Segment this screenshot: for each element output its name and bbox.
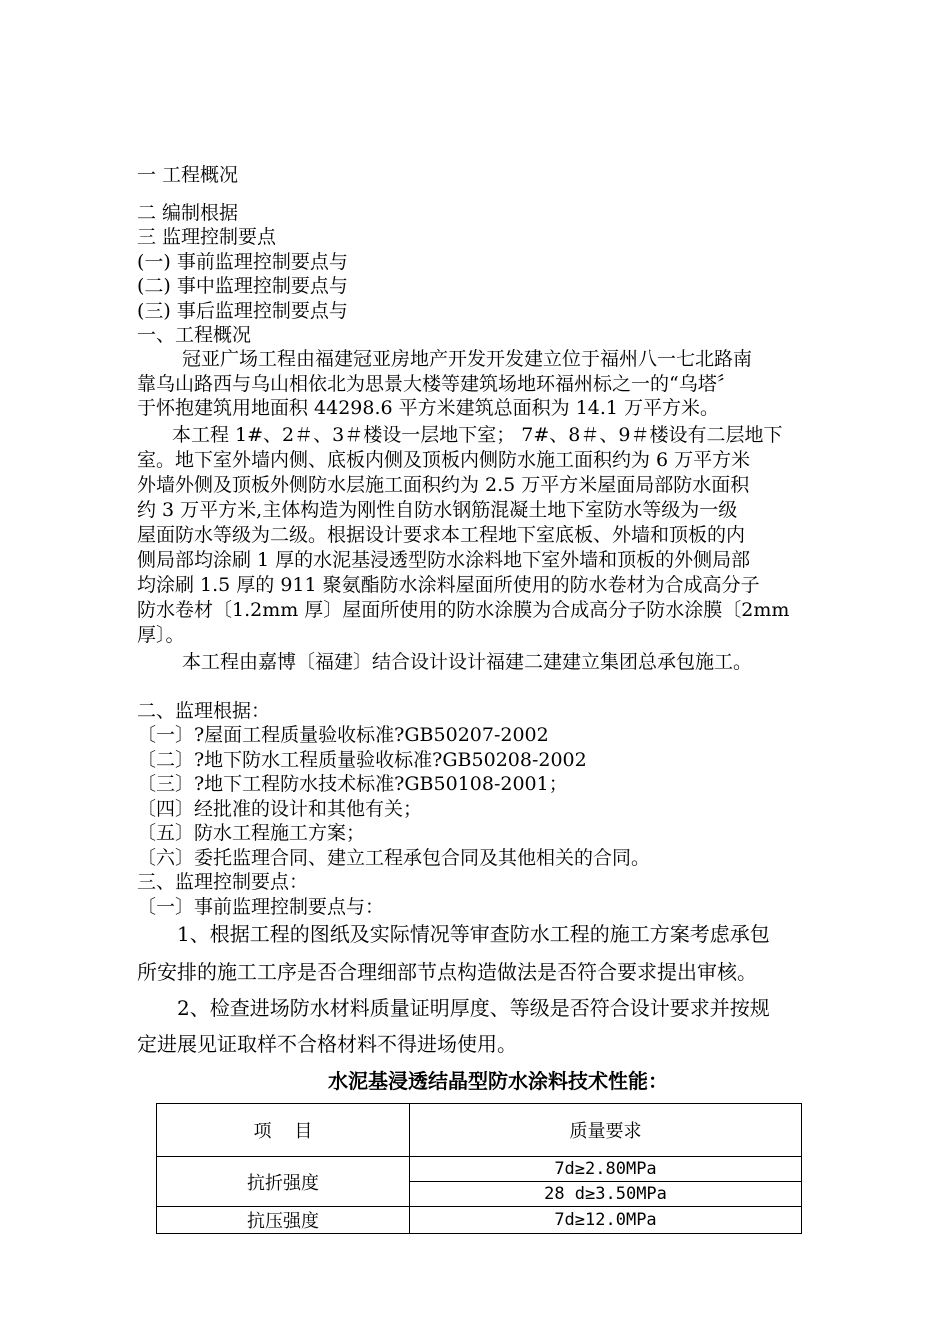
table-cell-item: 抗压强度 (157, 1207, 410, 1234)
paragraph-line: 冠亚广场工程由福建冠亚房地产开发开发建立位于福州八一七北路南 (182, 348, 753, 370)
table-cell-value: 7d≥12.0MPa (410, 1207, 802, 1234)
paragraph-line: 外墙外侧及顶板外侧防水层施工面积约为 2.5 万平方米屋面局部防水面积 (137, 474, 750, 496)
table-row (157, 1157, 802, 1182)
table-caption: 水泥基浸透结晶型防水涂料技术性能： (328, 1069, 668, 1093)
table-cell-value: 7d≥2.80MPa (410, 1157, 802, 1182)
paragraph-line: 于怀抱建筑用地面积 44298.6 平方米建筑总面积为 14.1 万平方米。 (137, 397, 720, 419)
paragraph-line: 侧局部均涂刷 1 厚的水泥基浸透型防水涂料地下室外墙和顶板的外侧局部 (137, 549, 751, 571)
reference-item: 〔六〕委托监理合同、建立工程承包合同及其他相关的合同。 (137, 847, 651, 869)
toc-line: (二) 事中监理控制要点与 (137, 275, 348, 297)
paragraph-line: 1、根据工程的图纸及实际情况等审查防水工程的施工方案考虑承包 (177, 922, 770, 946)
paragraph-line: 厚〕。 (137, 624, 185, 646)
reference-item: 〔三〕?地下工程防水技术标准?GB50108-2001； (137, 773, 568, 795)
paragraph-line: 屋面防水等级为二级。根据设计要求本工程地下室底板、外墙和顶板的内 (137, 524, 746, 546)
table-header-cell: 质量要求 (410, 1104, 802, 1157)
reference-item: 〔四〕经批准的设计和其他有关； (137, 798, 423, 820)
toc-line: (一) 事前监理控制要点与 (137, 251, 348, 273)
paragraph-line: 本工程 1#、2＃、3＃楼设一层地下室； 7#、8＃、9＃楼设有二层地下 (172, 424, 783, 446)
table-header-cell: 项 目 (157, 1104, 410, 1157)
toc-line: 一 工程概况 (137, 164, 239, 186)
paragraph-line: 所安排的施工工序是否合理细部节点构造做法是否符合要求提出审核。 (137, 960, 757, 984)
table-cell-value: 28 d≥3.50MPa (410, 1182, 802, 1207)
table-row (157, 1207, 802, 1234)
reference-item: 〔五〕防水工程施工方案； (137, 822, 366, 844)
subsection-heading: 〔一〕事前监理控制要点与： (137, 896, 385, 918)
toc-line: 三 监理控制要点 (137, 226, 277, 248)
table-header-row (157, 1104, 802, 1157)
section-heading: 三、监理控制要点： (137, 871, 309, 893)
paragraph-line: 本工程由嘉博〔福建〕结合设计设计福建二建建立集团总承包施工。 (182, 651, 753, 673)
paragraph-line: 2、检查进场防水材料质量证明厚度、等级是否符合设计要求并按规 (177, 996, 770, 1020)
table-cell-item: 抗折强度 (157, 1157, 410, 1207)
paragraph-line: 定进展见证取样不合格材料不得进场使用。 (137, 1032, 517, 1056)
paragraph-line: 防水卷材〔1.2mm 厚〕屋面所使用的防水涂膜为合成高分子防水涂膜〔2mm (137, 599, 790, 621)
section-heading: 一、工程概况 (137, 324, 252, 346)
paragraph-line: 均涂刷 1.5 厚的 911 聚氨酯防水涂料屋面所使用的防水卷材为合成高分子 (137, 574, 760, 596)
toc-line: 二 编制根据 (137, 202, 239, 224)
performance-table (156, 1103, 802, 1234)
paragraph-line: 室。地下室外墙内侧、底板内侧及顶板内侧防水施工面积约为 6 万平方米 (137, 449, 751, 471)
reference-item: 〔二〕?地下防水工程质量验收标准?GB50208-2002 (137, 749, 587, 771)
section-heading: 二、监理根据： (137, 700, 271, 722)
toc-line: (三) 事后监理控制要点与 (137, 300, 348, 322)
paragraph-line: 约 3 万平方米,主体构造为刚性自防水钢筋混凝土地下室防水等级为一级 (137, 499, 738, 521)
paragraph-line: 靠乌山路西与乌山相依北为思景大楼等建筑场地环福州标之一的“乌塔〞 (137, 373, 736, 395)
reference-item: 〔一〕?屋面工程质量验收标准?GB50207-2002 (137, 724, 549, 746)
